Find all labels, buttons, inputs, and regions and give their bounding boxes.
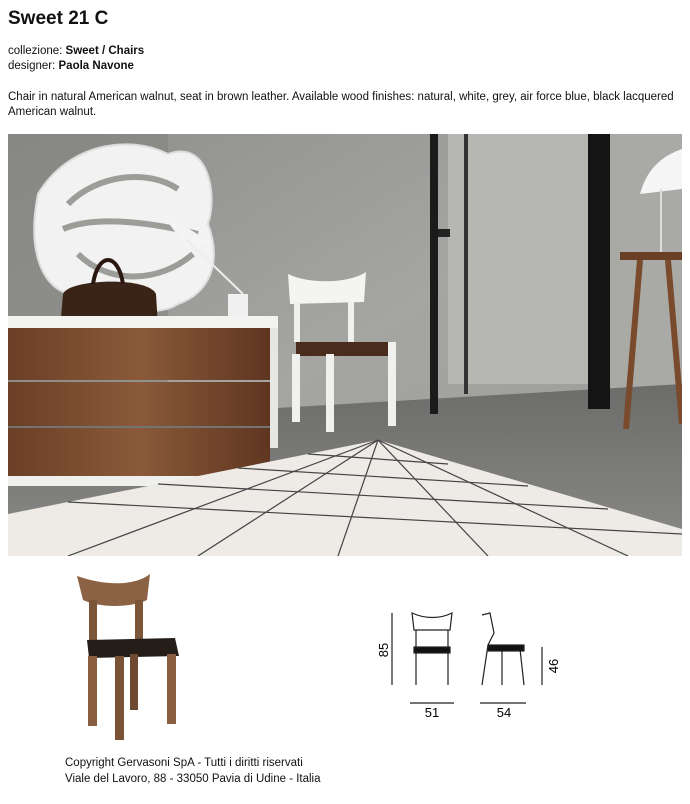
seat-height-label: 46 [546, 658, 561, 674]
designer-value: Paola Navone [58, 60, 134, 72]
collection-value: Sweet / Chairs [65, 45, 145, 57]
product-title: Sweet 21 C [8, 8, 109, 29]
address-text: Viale del Lavoro, 88 - 33050 Pavia di Udine - Italia [65, 773, 321, 785]
dimension-drawing [370, 605, 570, 725]
height-label: 85 [376, 642, 391, 658]
collection-label: collezione: [8, 45, 66, 57]
depth-label: 54 [496, 705, 512, 720]
designer-label: designer: [8, 60, 59, 72]
designer-line [8, 60, 134, 72]
collection-line [8, 45, 144, 57]
product-description: Chair in natural American walnut, seat in brown leather. Available wood finishes: natural, white, grey, air force blue, black lacquered American walnut. [8, 91, 674, 118]
chair-thumbnail [55, 568, 205, 743]
copyright-text: Copyright Gervasoni SpA - Tutti i diritti riservati [65, 757, 303, 769]
width-label: 51 [424, 705, 440, 720]
room-photo [8, 134, 682, 556]
footer [65, 755, 321, 787]
